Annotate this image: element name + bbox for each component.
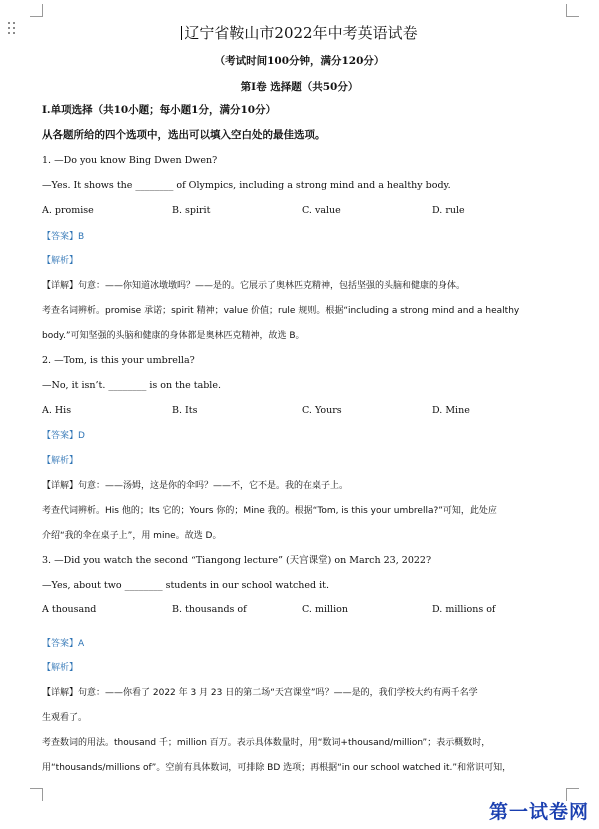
question-3-option-d: D. millions of: [432, 604, 496, 615]
question-1-option-d: D. rule: [432, 205, 465, 216]
question-2-detail-line-1: 【详解】句意：——汤姆，这是你的伞吗？——不，它不是。我的在桌子上。: [42, 481, 349, 491]
question-3-detail-line-4: 用“thousands/millions of”。空前有具体数词，可排除 BD 选项；再根据“in our school watched it.”和常识可知，: [42, 763, 512, 773]
corner-mark-top-right: [566, 4, 579, 17]
question-2-answer-text: 【答案】D: [42, 431, 85, 441]
question-3-reply: —Yes, about two ________ students in our school watched it.: [42, 580, 329, 591]
question-3-detail-line-1: 【详解】句意：——你看了 2022 年 3 月 23 日的第二场“天宫课堂”吗？——是的，我们学校大约有两千名学: [42, 688, 478, 698]
question-1-stem: 1. —Do you know Bing Dwen Dwen?: [42, 155, 218, 166]
question-1-analysis-label: 【解析】: [42, 256, 79, 266]
question-3-option-a: A thousand: [42, 604, 97, 615]
section-instruction: 从各题所给的四个选项中，选出可以填入空白处的最佳选项。: [42, 129, 326, 141]
question-1-option-a: A. promise: [42, 205, 94, 216]
question-3-answer: [42, 638, 84, 650]
corner-mark-top-left: [30, 4, 43, 17]
question-1-detail-line-3: body.”可知坚强的头脑和健康的身体都是奥林匹克精神，故选 B。: [42, 331, 305, 341]
title-text: 辽宁省鞍山市2022年中考英语试卷: [184, 24, 418, 42]
text-cursor: [181, 26, 182, 40]
page-title: [0, 22, 599, 43]
question-3-option-c: C. million: [302, 604, 348, 615]
question-1-answer: [42, 231, 84, 243]
question-1-detail-line-2: 考查名词辨析。promise 承诺；spirit 精神；value 价值；rule 规则。根据“including a strong mind and a healthy: [42, 306, 520, 316]
question-2-option-d: D. Mine: [432, 405, 470, 416]
question-2-reply: —No, it isn’t. ________ is on the table.: [42, 380, 221, 391]
question-3-option-b: B. thousands of: [172, 604, 247, 615]
question-2-detail-line-3: 介绍“我的伞在桌子上”，用 mine。故选 D。: [42, 531, 222, 541]
question-2-stem: 2. —Tom, is this your umbrella?: [42, 355, 195, 366]
question-3-analysis-label: 【解析】: [42, 663, 79, 673]
question-1-detail-line-1: 【详解】句意：——你知道冰墩墩吗？——是的。它展示了奥林匹克精神，包括坚强的头脑和健康的身体。: [42, 281, 466, 291]
site-logo: 第一试卷网: [488, 801, 589, 823]
question-1-option-b: B. spirit: [172, 205, 211, 216]
question-3-detail-line-2: 生观看了。: [42, 713, 88, 723]
question-2-option-c: C. Yours: [302, 405, 342, 416]
part-heading: 第Ⅰ卷 选择题（共50分）: [240, 81, 359, 93]
question-2-analysis-label: 【解析】: [42, 456, 79, 466]
question-2-option-a: A. His: [42, 405, 72, 416]
question-3-stem: 3. —Did you watch the second “Tiangong lecture” (天宫课堂) on March 23, 2022?: [42, 555, 432, 566]
question-3-detail-line-3: 考查数词的用法。thousand 千；million 百万。表示具体数量时，用“数词+thousand/million”；表示概数时，: [42, 738, 491, 748]
exam-subtitle: （考试时间100分钟，满分120分）: [214, 55, 385, 67]
corner-mark-bottom-left: [30, 788, 43, 801]
question-1-option-c: C. value: [302, 205, 341, 216]
question-2-answer: [42, 430, 85, 442]
question-1-answer-text: 【答案】B: [42, 232, 85, 242]
question-2-detail-line-2: 考查代词辨析。His 他的；Its 它的；Yours 你的；Mine 我的。根据“Tom, is this your umbrella?”可知，此处应: [42, 506, 497, 516]
question-3-answer-text: 【答案】A: [42, 639, 85, 649]
question-2-option-b: B. Its: [172, 405, 198, 416]
section-heading: Ⅰ.单项选择（共10小题；每小题1分，满分10分）: [42, 104, 277, 116]
question-1-reply: —Yes. It shows the ________ of Olympics, including a strong mind and a healthy body.: [42, 180, 451, 191]
